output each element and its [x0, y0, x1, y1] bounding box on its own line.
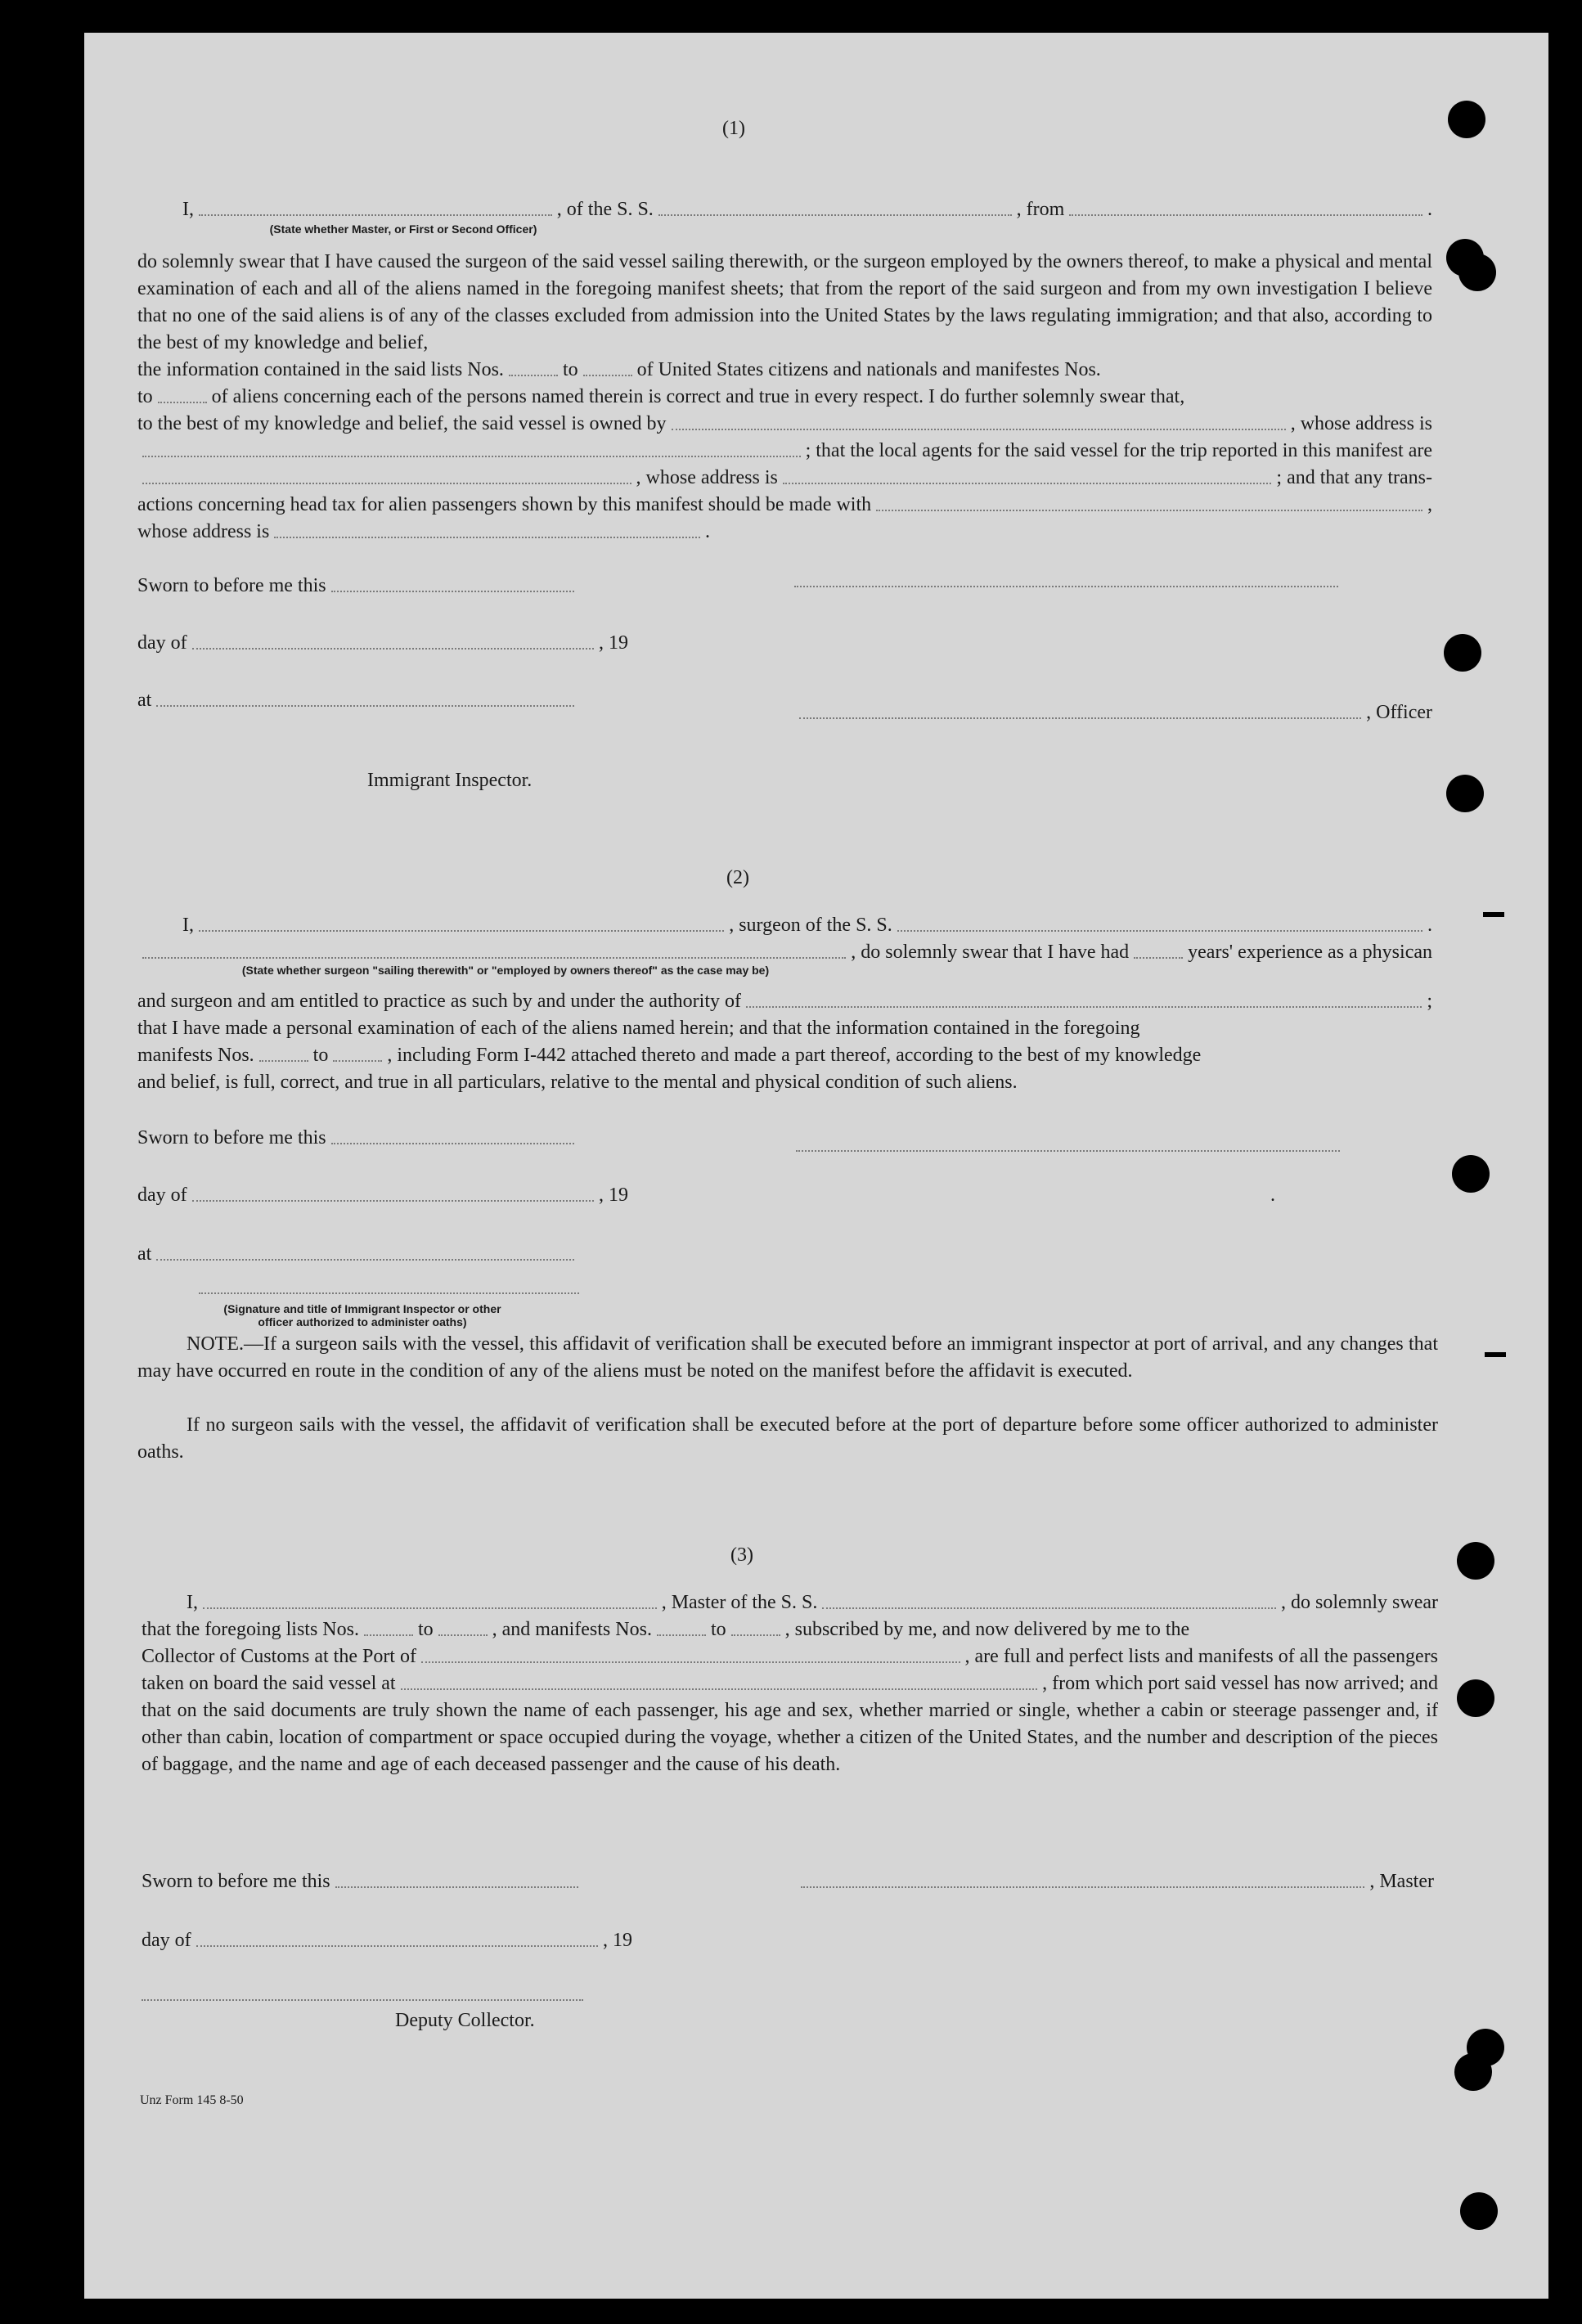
- section-2-day-of: day of , 19: [137, 1182, 628, 1209]
- head-tax-contact-field[interactable]: [876, 492, 1422, 511]
- section-2-number: (2): [726, 867, 749, 888]
- punch-hole: [1448, 101, 1485, 138]
- margin-mark: [1483, 912, 1504, 917]
- agents-field[interactable]: [142, 465, 631, 484]
- section-1-line-aliens: to of aliens concerning each of the persons named therein is correct and true in every respect. I do further solemnly swear that,: [137, 384, 1432, 411]
- surgeon-status-field[interactable]: [142, 939, 846, 959]
- day-of-field-1[interactable]: [192, 630, 594, 650]
- section-1-line-1: I, , of the S. S. , from .: [182, 196, 1432, 223]
- manifests-to-field-2[interactable]: [333, 1042, 382, 1062]
- authority-field[interactable]: [746, 988, 1422, 1008]
- manifests-from-field[interactable]: [259, 1042, 308, 1062]
- signature-line-2[interactable]: [796, 1150, 1340, 1152]
- master-vessel-field[interactable]: [822, 1589, 1276, 1609]
- lists-from-field-3[interactable]: [364, 1616, 413, 1636]
- section-2-line-6: and belief, is full, correct, and true in all particulars, relative to the mental and physical condition of such aliens.: [137, 1072, 1018, 1093]
- section-2-line-1: I, , surgeon of the S. S. .: [182, 912, 1432, 939]
- section-1-number: (1): [722, 118, 745, 139]
- master-signature-field[interactable]: [801, 1868, 1364, 1888]
- section-3-number: (3): [730, 1544, 753, 1566]
- officer-signature-field[interactable]: [799, 699, 1361, 719]
- punch-hole: [1444, 634, 1481, 672]
- section-1-line-head-tax: actions concerning head tax for alien passengers shown by this manifest should be made with ,: [137, 492, 1432, 519]
- section-2-line-5: manifests Nos. to , including Form I-442 attached thereto and made a part thereof, according to the best of my knowledge: [137, 1042, 1432, 1069]
- years-experience-field[interactable]: [1134, 939, 1183, 959]
- punch-hole: [1446, 775, 1484, 812]
- vessel-name-field[interactable]: [658, 196, 1012, 216]
- owner-field[interactable]: [672, 411, 1286, 430]
- section-2-line-2: , do solemnly swear that I have had years' experience as a physican: [137, 939, 1432, 966]
- section-3-line-1: I, , Master of the S. S. , do solemnly swear: [187, 1589, 1438, 1616]
- margin-mark: [1485, 1352, 1506, 1357]
- section-1-line-agents: ; that the local agents for the said vessel for the trip reported in this manifest are: [137, 438, 1432, 465]
- sworn-day-field-3[interactable]: [335, 1868, 578, 1888]
- surgeon-note: (State whether surgeon "sailing therewith" or "employed by owners thereof" as the case may be): [241, 964, 770, 977]
- day-of-field-2[interactable]: [192, 1182, 594, 1202]
- section-3-day-of: day of , 19: [142, 1927, 632, 1954]
- boarding-port-field[interactable]: [401, 1670, 1038, 1690]
- from-port-field[interactable]: [1069, 196, 1422, 216]
- section-1-line-agent-address: , whose address is ; and that any trans-: [137, 465, 1432, 492]
- manifests-to-field[interactable]: [158, 384, 207, 403]
- officer-note: (State whether Master, or First or Second Officer): [269, 223, 537, 236]
- punch-hole: [1458, 254, 1496, 291]
- surgeon-vessel-field[interactable]: [897, 912, 1422, 932]
- signature-period: .: [1270, 1184, 1275, 1206]
- punch-hole: [1457, 1542, 1494, 1580]
- section-3-master: , Master: [796, 1868, 1434, 1895]
- section-3-line-4: taken on board the said vessel at , from which port said vessel has now arrived; and: [142, 1670, 1438, 1697]
- manifests-to-field-3[interactable]: [731, 1616, 780, 1636]
- section-1-officer: , Officer: [794, 699, 1432, 726]
- note-no-surgeon: If no surgeon sails with the vessel, the affidavit of verification shall be executed before at the port of departure before some officer authorized to administer oaths.: [137, 1414, 1438, 1463]
- section-3-oath-text: that on the said documents are truly shown the name of each passenger, his age and sex, whether married or single, whether a cabin or steerage passenger and, if other than cabin, location of compartment or space occupied during the voyage, whether a citizen of the United States, and the number and description of the pieces of baggage, and the name and age of each deceased passenger and the cause of his death.: [142, 1700, 1438, 1775]
- lists-to-field-3[interactable]: [438, 1616, 488, 1636]
- punch-hole: [1452, 1155, 1490, 1193]
- day-of-field-3[interactable]: [196, 1927, 598, 1947]
- section-1-oath-text: do solemnly swear that I have caused the surgeon of the said vessel sailing therewith, or the surgeon employed by the owners thereof, to make a physical and mental examination of each and all of the aliens named in the foregoing manifest sheets; that from the report of the said surgeon and from my own investigation I believe that no one of the said aliens is of any of the classes excluded from admission into the United States by the laws regulating immigration; and that also, according to the best of my knowledge and belief,: [137, 251, 1432, 353]
- section-1-line-contact-address: whose address is .: [137, 519, 710, 546]
- lists-to-field[interactable]: [583, 357, 632, 376]
- section-2-line-4: that I have made a personal examination of each of the aliens named herein; and that the information contained in the foregoing: [137, 1018, 1140, 1039]
- at-field-2[interactable]: [156, 1241, 574, 1261]
- punch-hole: [1460, 2192, 1498, 2230]
- section-3-line-2: that the foregoing lists Nos. to , and manifests Nos. to , subscribed by me, and now delivered by me to the: [142, 1616, 1438, 1643]
- owner-address-field[interactable]: [142, 438, 801, 457]
- deputy-collector-label: Deputy Collector.: [395, 2010, 535, 2031]
- punch-hole: [1457, 1679, 1494, 1717]
- officer-name-field[interactable]: [199, 196, 552, 216]
- note-surgeon-sails: NOTE.—If a surgeon sails with the vessel, this affidavit of verification shall be executed before an immigrant inspector at port of arrival, and any changes that may have occurred en route in the condition of any of the aliens must be noted on the manifest before the affidavit is executed.: [137, 1333, 1438, 1382]
- manifests-from-field-3[interactable]: [657, 1616, 706, 1636]
- section-1-line-lists: the information contained in the said lists Nos. to of United States citizens and nationals and manifestes Nos.: [137, 357, 1432, 384]
- section-2-line-3: and surgeon and am entitled to practice as such by and under the authority of ;: [137, 988, 1432, 1015]
- sworn-day-field-1[interactable]: [331, 573, 574, 592]
- signature-line-1[interactable]: [794, 586, 1338, 587]
- master-name-field[interactable]: [203, 1589, 657, 1609]
- at-field-1[interactable]: [156, 687, 574, 707]
- agents-address-field[interactable]: [783, 465, 1272, 484]
- section-2-at: at: [137, 1241, 579, 1268]
- deputy-signature-line[interactable]: [142, 1999, 583, 2001]
- section-1-at: at: [137, 687, 579, 714]
- port-field[interactable]: [421, 1643, 960, 1663]
- immigrant-inspector-label: Immigrant Inspector.: [367, 770, 533, 791]
- section-1-sworn: Sworn to before me this: [137, 573, 579, 600]
- section-1-day-of: day of , 19: [137, 630, 628, 657]
- section-3-line-3: Collector of Customs at the Port of , are full and perfect lists and manifests of all the passengers: [142, 1643, 1438, 1670]
- form-number: Unz Form 145 8-50: [140, 2093, 244, 2107]
- punch-hole: [1454, 2053, 1492, 2091]
- section-3-sworn: Sworn to before me this: [142, 1868, 583, 1895]
- surgeon-name-field[interactable]: [199, 912, 724, 932]
- contact-address-field[interactable]: [274, 519, 700, 538]
- sworn-day-field-2[interactable]: [331, 1125, 574, 1144]
- section-2-sworn: Sworn to before me this: [137, 1125, 579, 1152]
- section-1-line-owner: to the best of my knowledge and belief, the said vessel is owned by , whose address is: [137, 411, 1432, 438]
- lists-from-field[interactable]: [509, 357, 558, 376]
- inspector-signature-line[interactable]: [199, 1292, 579, 1294]
- form-page: [84, 33, 1548, 2299]
- signature-note: (Signature and title of Immigrant Inspector or other officer authorized to administer oaths): [223, 1302, 501, 1328]
